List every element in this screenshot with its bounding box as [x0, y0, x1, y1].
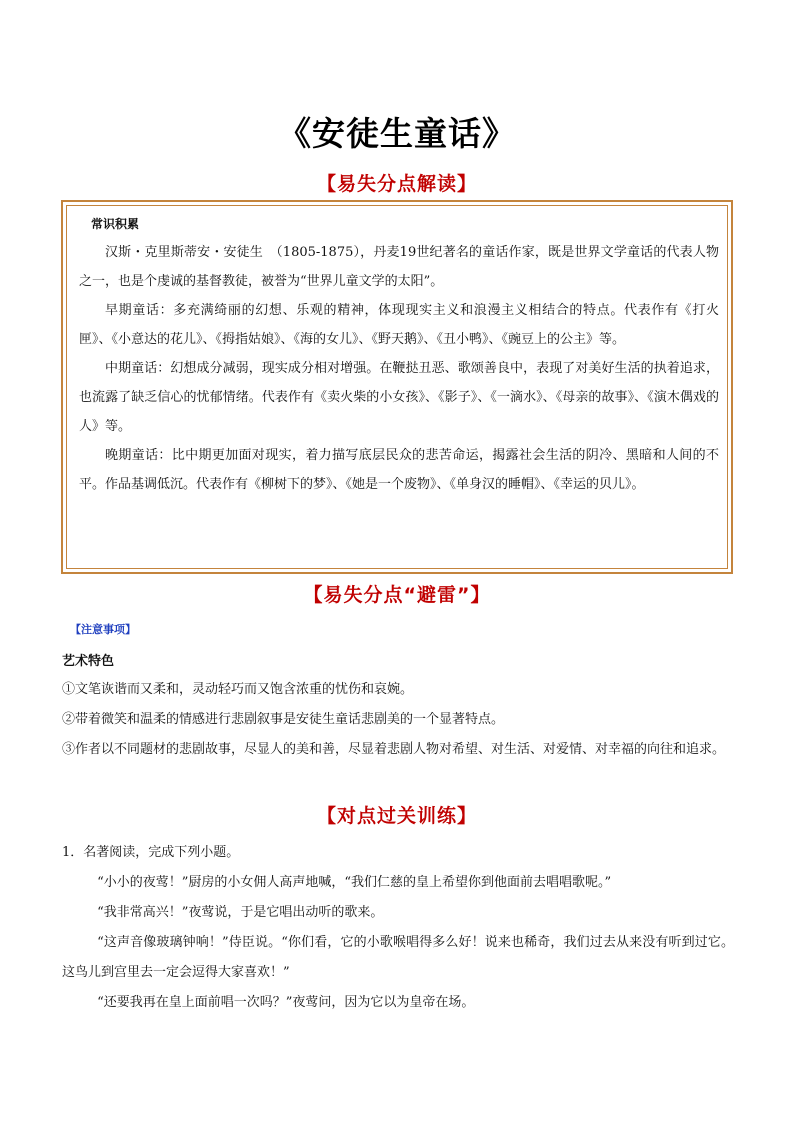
- reading-paragraph: “小小的夜莺！”厨房的小女佣人高声地喊，“我们仁慈的皇上希望你到他面前去唱唱歌呢。”: [97, 875, 612, 890]
- reading-paragraph: “还要我再在皇上面前唱一次吗？”夜莺问，因为它以为皇帝在场。: [97, 995, 475, 1010]
- art-features-list: [62, 675, 734, 765]
- list-item: ②带着微笑和温柔的情感进行悲剧叙事是安徒生童话悲剧美的一个显著特点。: [62, 712, 505, 727]
- list-item: ③作者以不同题材的悲剧故事，尽显人的美和善，尽显着悲剧人物对希望、对生活、对爱情、对幸福的向往和追求。: [62, 742, 726, 757]
- art-features-label: 艺术特色: [62, 654, 115, 669]
- document-title: 《安徒生童话》: [278, 114, 516, 153]
- question-block: [62, 838, 734, 1018]
- reading-paragraph: “这声音像玻璃钟响！”侍臣说。“你们看，它的小歌喉唱得多么好！说来也稀奇，我们过去从来没有听到过它。这鸟儿到宫里去一定会逗得大家喜欢！”: [62, 935, 734, 980]
- question-title: 1．名著阅读，完成下列小题。: [62, 845, 240, 860]
- knowledge-box-label: 常识积累: [91, 217, 140, 231]
- reading-paragraph: “我非常高兴！”夜莺说，于是它唱出动听的歌来。: [97, 905, 384, 920]
- section-heading-pitfalls: 【易失分点“避雷”】: [303, 584, 491, 606]
- knowledge-box: [61, 200, 733, 574]
- knowledge-paragraph: 晚期童话：比中期更加面对现实，着力描写底层民众的悲苦命运，揭露社会生活的阴冷、黑暗和人间的不平。作品基调低沉。代表作有《柳树下的梦》、《她是一个废物》、《单身汉的睡帽》、《幸运的贝儿》。: [79, 448, 719, 492]
- knowledge-box-inner: [66, 205, 728, 569]
- note-label: 【注意事项】: [70, 623, 136, 636]
- knowledge-paragraph: 汉斯・克里斯蒂安・安徒生 （1805-1875），丹麦19世纪著名的童话作家，既是世界文学童话的代表人物之一，也是个虔诚的基督教徒，被誉为“世界儿童文学的太阳”。: [79, 245, 719, 289]
- section-heading-practice: 【对点过关训练】: [316, 805, 477, 827]
- knowledge-paragraph: 中期童话：幻想成分减弱，现实成分相对增强。在鞭挞丑恶、歌颂善良中，表现了对美好生活的执着追求，也流露了缺乏信心的忧郁情绪。代表作有《卖火柴的小女孩》、《影子》、《一滴水》、《母亲的故事》、《演木偶戏的人》等。: [79, 361, 719, 434]
- knowledge-paragraph: 早期童话：多充满绮丽的幻想、乐观的精神，体现现实主义和浪漫主义相结合的特点。代表作有《打火匣》、《小意达的花儿》、《拇指姑娘》、《海的女儿》、《野天鹅》、《丑小鸭》、《豌豆上的公主》等。: [79, 303, 719, 347]
- list-item: ①文笔诙谐而又柔和，灵动轻巧而又饱含浓重的忧伤和哀婉。: [62, 682, 414, 697]
- section-heading-analysis: 【易失分点解读】: [316, 173, 477, 195]
